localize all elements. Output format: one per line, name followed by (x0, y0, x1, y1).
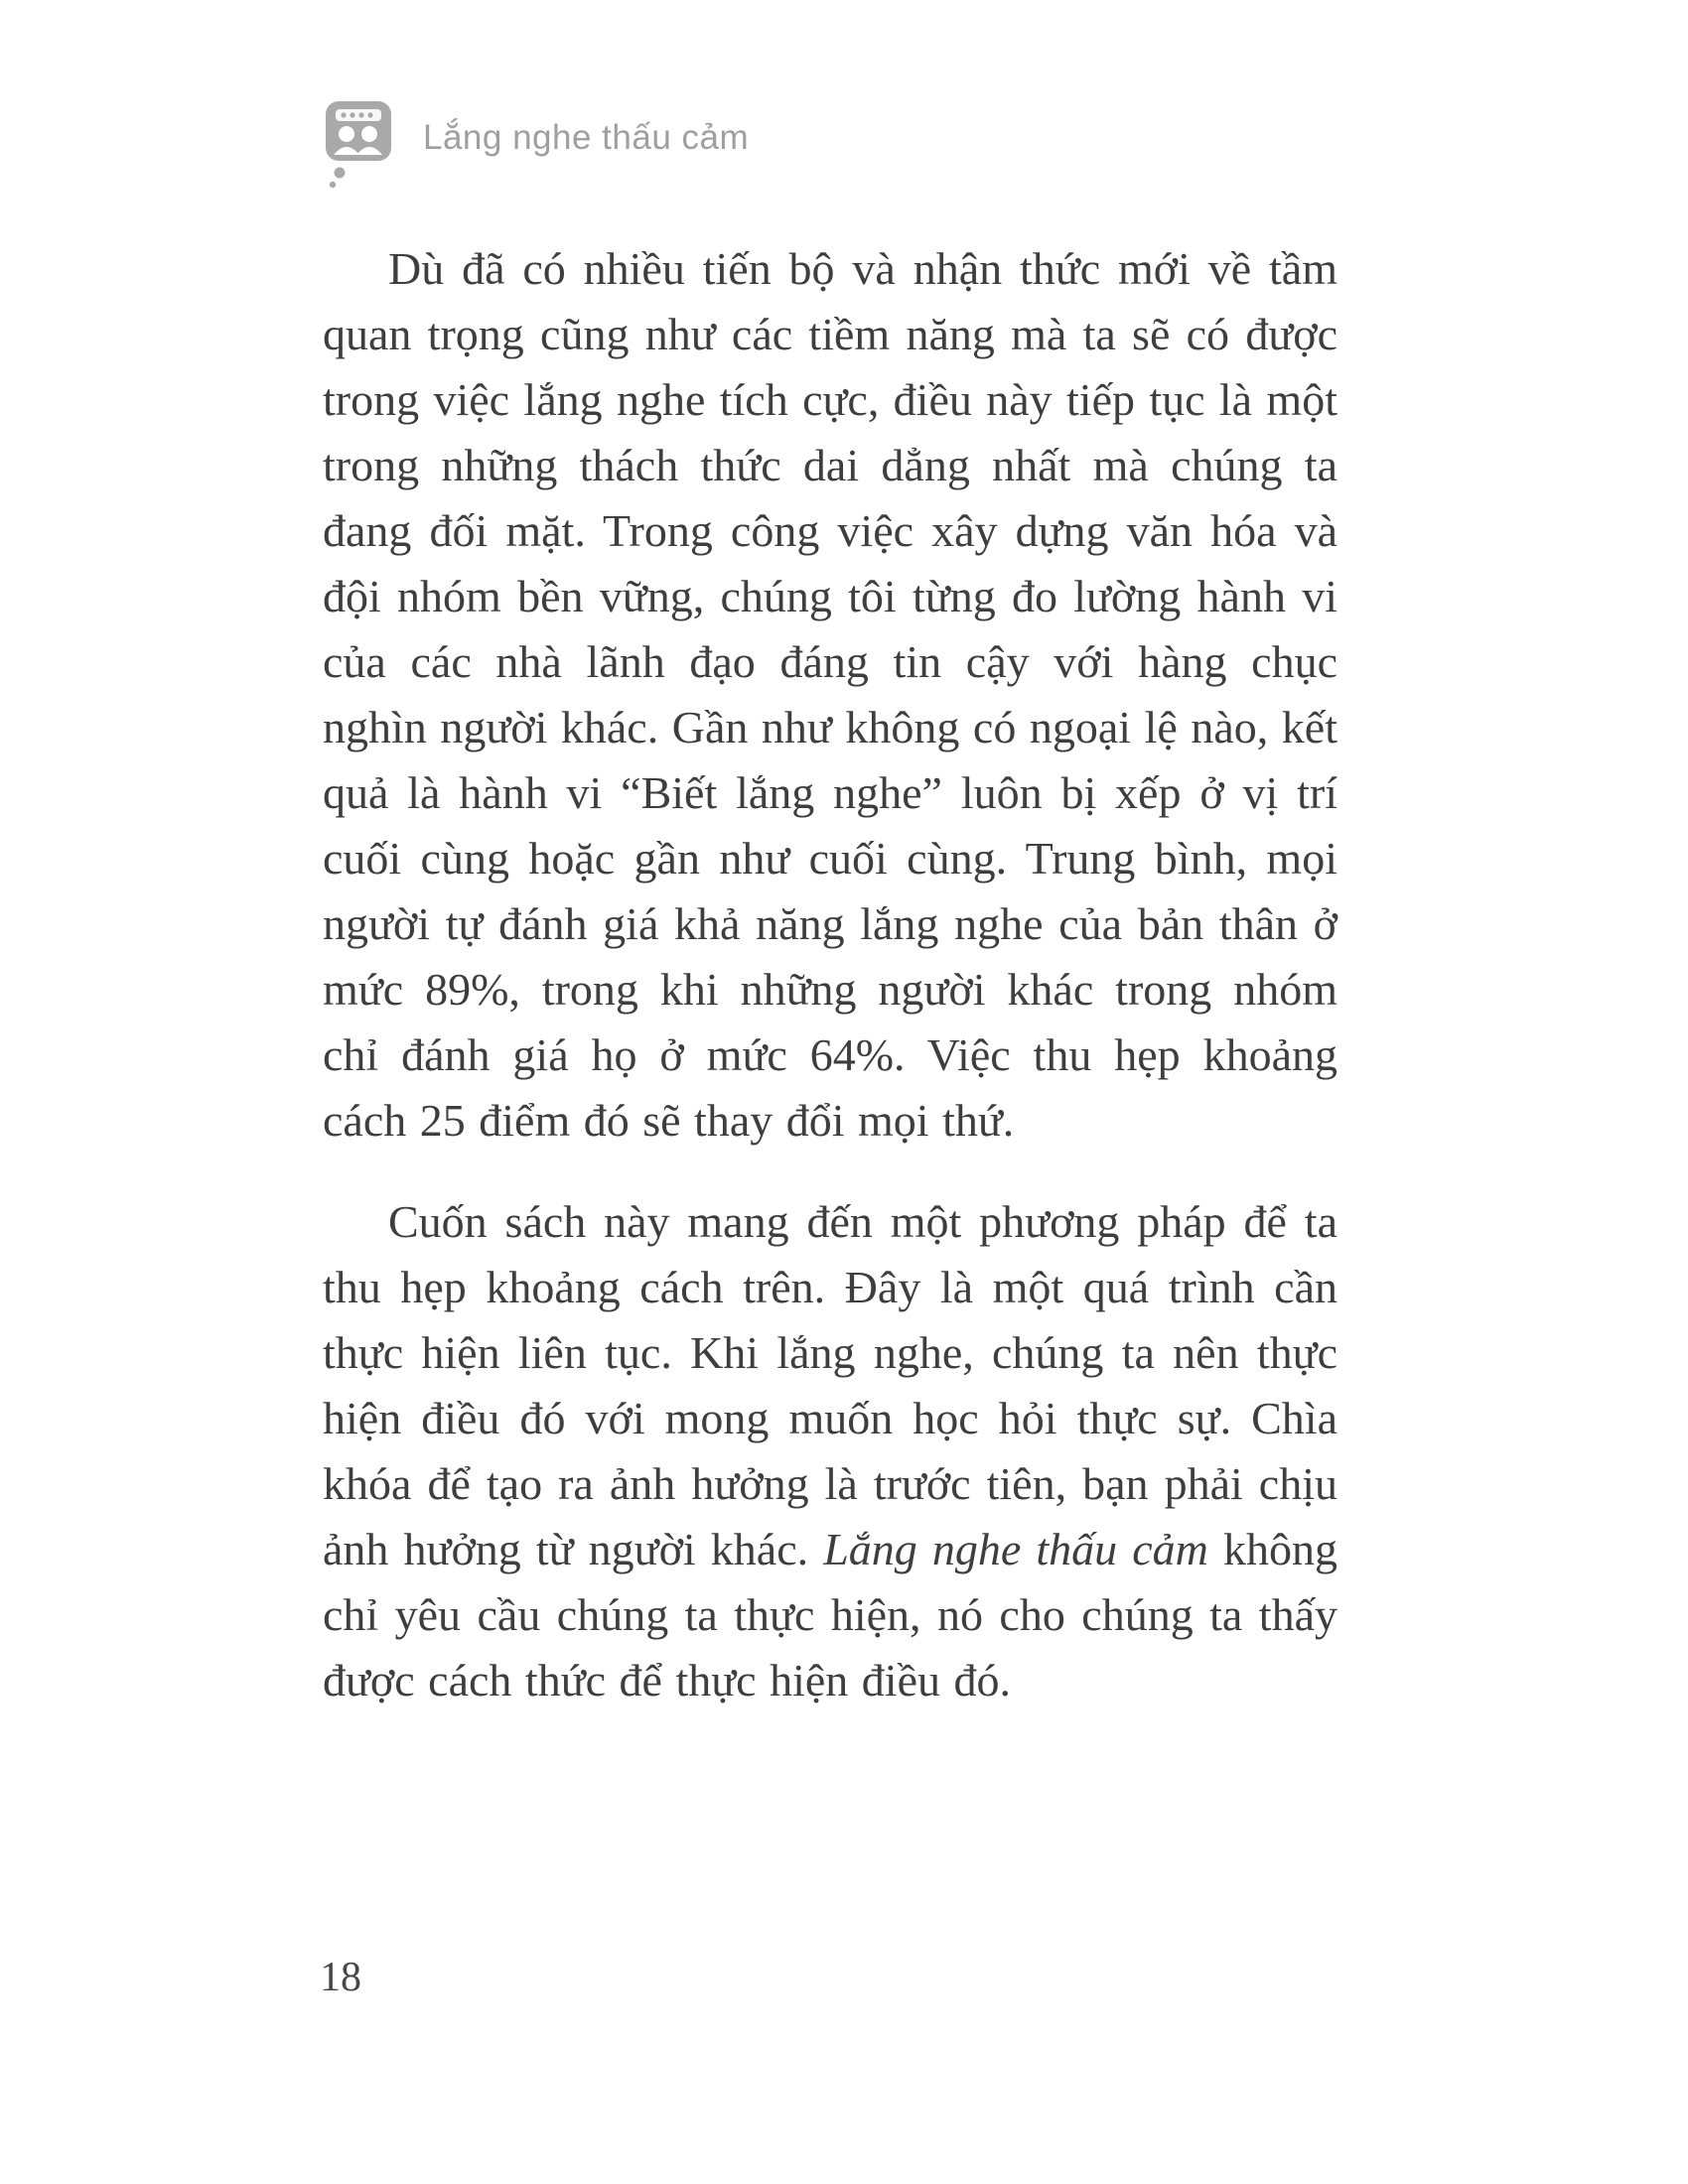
paragraph-2-book-title: Lắng nghe thấu cảm (823, 1524, 1208, 1574)
paragraph-2 (323, 1189, 1337, 1713)
running-header (320, 99, 749, 191)
running-header-title: Lắng nghe thấu cảm (423, 118, 750, 157)
page-number: 18 (320, 1955, 361, 2000)
paragraph-2-text-after: không chỉ yêu cầu chúng ta thực hiện, nó cho chúng ta thấy được cách thức để thực hiện điều đó. (323, 1524, 1338, 1706)
page-body-text (323, 236, 1337, 1749)
paragraph-1 (323, 236, 1337, 1154)
chat-people-icon (320, 99, 397, 191)
paragraph-1-text: Dù đã có nhiều tiến bộ và nhận thức mới về tầm quan trọng cũng như các tiềm năng mà ta sẽ có được trong việc lắng nghe tích cực, điều này tiếp tục là một trong những thách thức dai dẳng nhất mà chúng ta đang đối mặt. Trong công việc xây dựng văn hóa và đội nhóm bền vững, chúng tôi từng đo lường hành vi của các nhà lãnh đạo đáng tin cậy với hàng chục nghìn người khác. Gần như không có ngoại lệ nào, kết quả là hành vi “Biết lắng nghe” luôn bị xếp ở vị trí cuối cùng hoặc gần như cuối cùng. Trung bình, mọi người tự đánh giá khả năng lắng nghe của bản thân ở mức 89%, trong khi những người khác trong nhóm chỉ đánh giá họ ở mức 64%. Việc thu hẹp khoảng cách 25 điểm đó sẽ thay đổi mọi thứ. (323, 243, 1337, 1146)
paragraph-2-text-before: Cuốn sách này mang đến một phương pháp để ta thu hẹp khoảng cách trên. Đây là một quá trình cần thực hiện liên tục. Khi lắng nghe, chúng ta nên thực hiện điều đó với mong muốn học hỏi thực sự. Chìa khóa để tạo ra ảnh hưởng là trước tiên, bạn phải chịu ảnh hưởng từ người khác. (323, 1196, 1337, 1574)
